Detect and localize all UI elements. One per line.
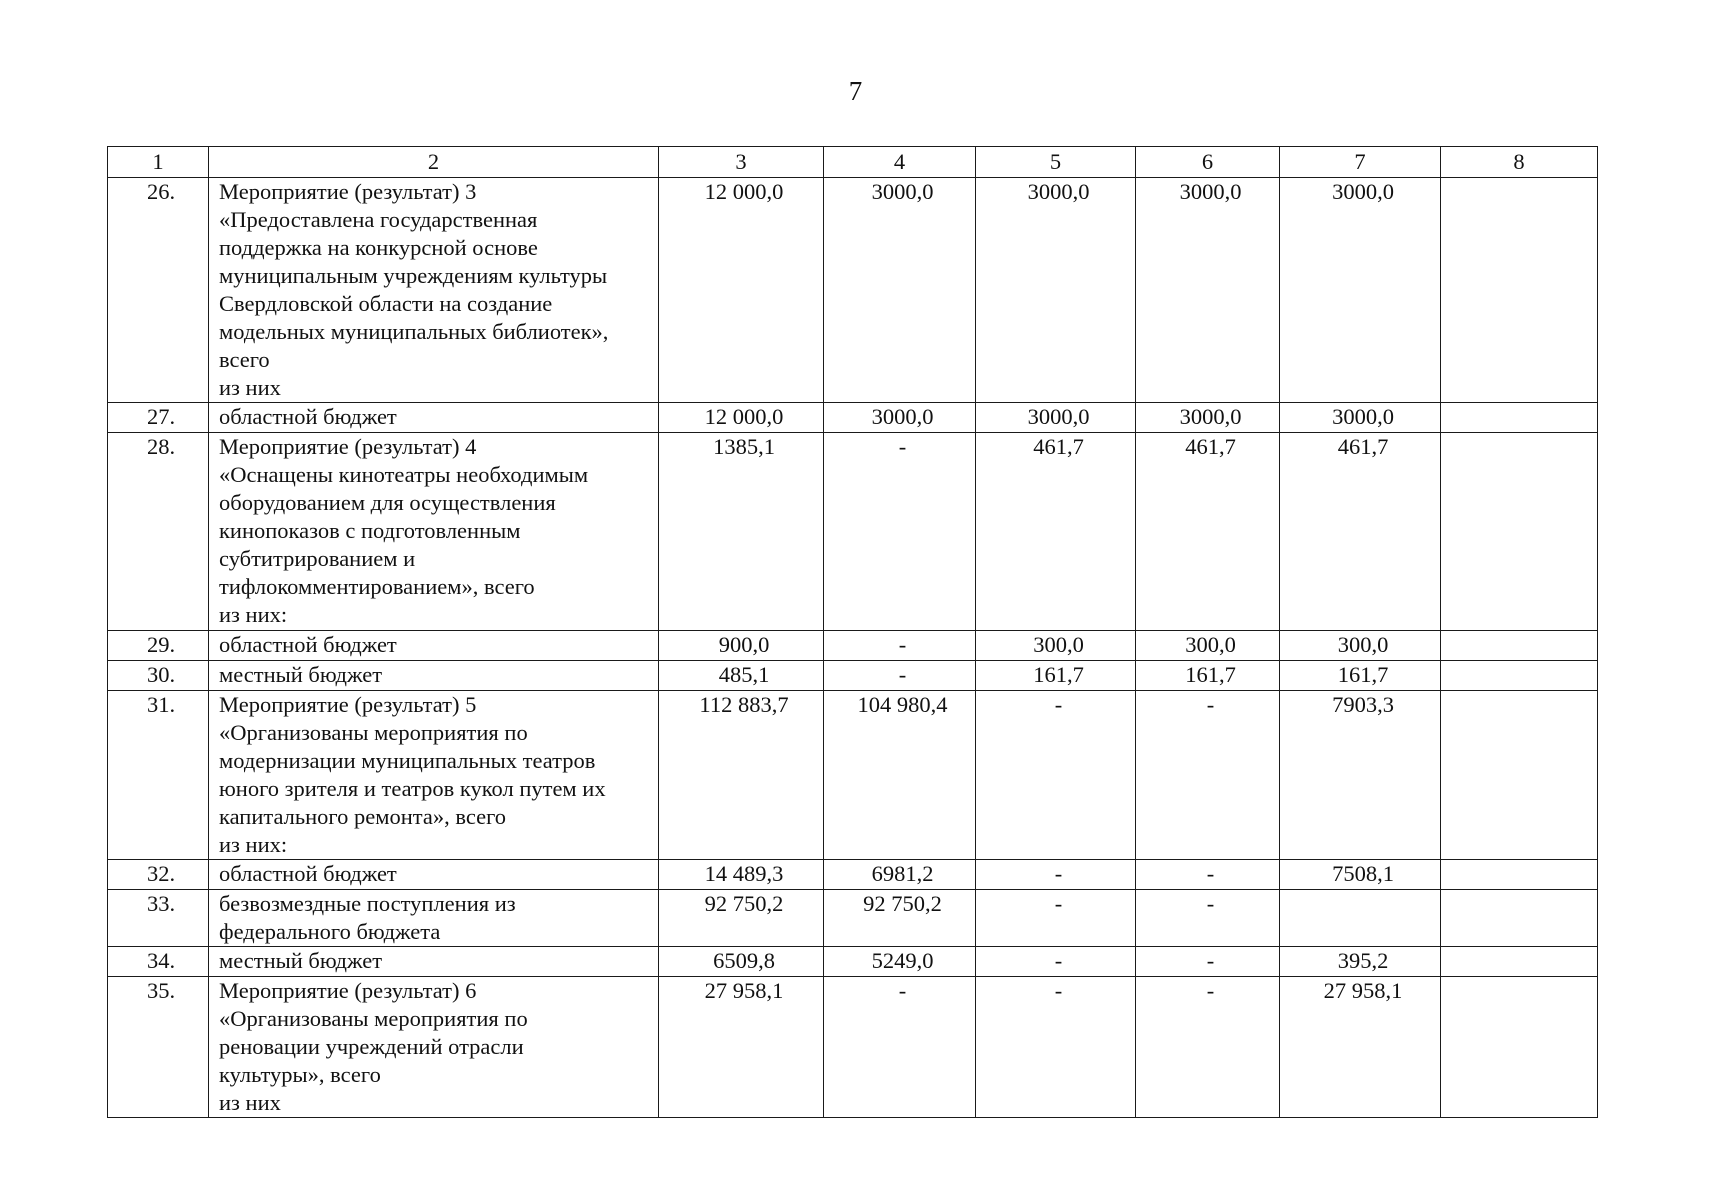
description-line: оборудованием для осуществления — [219, 490, 556, 515]
description-line: «Организованы мероприятия по — [219, 720, 528, 745]
description-line: юного зрителя и театров кукол путем их — [219, 776, 606, 801]
cell-col-5: 300,0 — [976, 631, 1136, 661]
description-line: кинопоказов с подготовленным — [219, 518, 521, 543]
description-line: Мероприятие (результат) 6 — [219, 978, 477, 1003]
cell-col-6: - — [1136, 890, 1280, 947]
description-line: областной бюджет — [219, 404, 397, 429]
row-description — [209, 860, 659, 890]
description-line: тифлокомментированием», всего — [219, 574, 535, 599]
description-line: всего — [219, 347, 270, 372]
cell-col-4: 104 980,4 — [824, 691, 976, 860]
table-row — [108, 631, 1598, 661]
cell-col-5: - — [976, 890, 1136, 947]
description-line: Мероприятие (результат) 4 — [219, 434, 477, 459]
cell-col-3: 92 750,2 — [659, 890, 824, 947]
cell-col-5: 461,7 — [976, 433, 1136, 631]
cell-col-8 — [1441, 860, 1598, 890]
description-line: капитального ремонта», всего — [219, 804, 506, 829]
cell-col-3: 6509,8 — [659, 947, 824, 977]
description-line: безвозмездные поступления из — [219, 891, 516, 916]
cell-col-7: 3000,0 — [1280, 178, 1441, 403]
row-description — [209, 661, 659, 691]
row-number: 28. — [108, 433, 209, 631]
table-row — [108, 977, 1598, 1118]
table-row — [108, 860, 1598, 890]
cell-col-4: 92 750,2 — [824, 890, 976, 947]
cell-col-8 — [1441, 947, 1598, 977]
cell-col-4: 3000,0 — [824, 178, 976, 403]
row-number: 33. — [108, 890, 209, 947]
budget-table — [107, 146, 1598, 1118]
description-line: модернизации муниципальных театров — [219, 748, 596, 773]
cell-col-5: 3000,0 — [976, 178, 1136, 403]
description-line: культуры», всего — [219, 1062, 381, 1087]
cell-col-6: 3000,0 — [1136, 403, 1280, 433]
header-col-7: 7 — [1280, 147, 1441, 178]
cell-col-7: 3000,0 — [1280, 403, 1441, 433]
row-description — [209, 631, 659, 661]
description-line: местный бюджет — [219, 662, 383, 687]
cell-col-4: - — [824, 661, 976, 691]
cell-col-6: 161,7 — [1136, 661, 1280, 691]
cell-col-4: 3000,0 — [824, 403, 976, 433]
cell-col-6: 300,0 — [1136, 631, 1280, 661]
row-number: 31. — [108, 691, 209, 860]
cell-col-3: 112 883,7 — [659, 691, 824, 860]
description-line: реновации учреждений отрасли — [219, 1034, 524, 1059]
table-row — [108, 178, 1598, 403]
cell-col-6: 461,7 — [1136, 433, 1280, 631]
cell-col-5: - — [976, 947, 1136, 977]
cell-col-8 — [1441, 691, 1598, 860]
table-row — [108, 890, 1598, 947]
description-line: модельных муниципальных библиотек», — [219, 319, 609, 344]
cell-col-7: 461,7 — [1280, 433, 1441, 631]
description-line: областной бюджет — [219, 632, 397, 657]
row-number: 34. — [108, 947, 209, 977]
cell-col-4: 6981,2 — [824, 860, 976, 890]
description-line: поддержка на конкурсной основе — [219, 235, 538, 260]
row-description — [209, 947, 659, 977]
cell-col-7 — [1280, 890, 1441, 947]
header-col-1: 1 — [108, 147, 209, 178]
cell-col-3: 12 000,0 — [659, 178, 824, 403]
row-description — [209, 977, 659, 1118]
cell-col-7: 161,7 — [1280, 661, 1441, 691]
cell-col-3: 485,1 — [659, 661, 824, 691]
cell-col-3: 27 958,1 — [659, 977, 824, 1118]
row-number: 32. — [108, 860, 209, 890]
header-col-6: 6 — [1136, 147, 1280, 178]
row-description — [209, 691, 659, 860]
description-line: муниципальным учреждениям культуры — [219, 263, 608, 288]
cell-col-5: 161,7 — [976, 661, 1136, 691]
description-line: «Предоставлена государственная — [219, 207, 538, 232]
cell-col-3: 900,0 — [659, 631, 824, 661]
description-line: Мероприятие (результат) 3 — [219, 179, 477, 204]
cell-col-8 — [1441, 890, 1598, 947]
cell-col-4: 5249,0 — [824, 947, 976, 977]
cell-col-8 — [1441, 977, 1598, 1118]
cell-col-7: 395,2 — [1280, 947, 1441, 977]
cell-col-3: 14 489,3 — [659, 860, 824, 890]
table-row — [108, 403, 1598, 433]
table-header — [108, 147, 1598, 178]
description-line: из них: — [219, 832, 288, 857]
row-number: 35. — [108, 977, 209, 1118]
cell-col-4: - — [824, 977, 976, 1118]
table-row — [108, 433, 1598, 631]
cell-col-5: - — [976, 977, 1136, 1118]
cell-col-7: 300,0 — [1280, 631, 1441, 661]
cell-col-5: - — [976, 860, 1136, 890]
cell-col-6: - — [1136, 977, 1280, 1118]
description-line: местный бюджет — [219, 948, 383, 973]
table-body — [108, 178, 1598, 1118]
cell-col-7: 27 958,1 — [1280, 977, 1441, 1118]
cell-col-6: - — [1136, 947, 1280, 977]
description-line: субтитрированием и — [219, 546, 416, 571]
header-col-3: 3 — [659, 147, 824, 178]
cell-col-6: - — [1136, 691, 1280, 860]
row-number: 27. — [108, 403, 209, 433]
description-line: из них: — [219, 602, 288, 627]
row-number: 26. — [108, 178, 209, 403]
cell-col-5: - — [976, 691, 1136, 860]
table-row — [108, 691, 1598, 860]
row-description — [209, 890, 659, 947]
header-col-5: 5 — [976, 147, 1136, 178]
cell-col-8 — [1441, 178, 1598, 403]
table-row — [108, 947, 1598, 977]
description-line: федерального бюджета — [219, 919, 441, 944]
cell-col-6: 3000,0 — [1136, 178, 1280, 403]
cell-col-4: - — [824, 433, 976, 631]
cell-col-7: 7903,3 — [1280, 691, 1441, 860]
cell-col-3: 1385,1 — [659, 433, 824, 631]
header-col-4: 4 — [824, 147, 976, 178]
description-line: «Оснащены кинотеатры необходимым — [219, 462, 589, 487]
row-description — [209, 433, 659, 631]
description-line: из них — [219, 375, 281, 400]
header-row — [108, 147, 1598, 178]
cell-col-4: - — [824, 631, 976, 661]
row-description — [209, 403, 659, 433]
description-line: «Организованы мероприятия по — [219, 1006, 528, 1031]
cell-col-8 — [1441, 661, 1598, 691]
description-line: областной бюджет — [219, 861, 397, 886]
page-number: 7 — [848, 76, 863, 106]
row-number: 29. — [108, 631, 209, 661]
header-col-2: 2 — [209, 147, 659, 178]
header-col-8: 8 — [1441, 147, 1598, 178]
description-line: Свердловской области на создание — [219, 291, 553, 316]
row-description — [209, 178, 659, 403]
cell-col-5: 3000,0 — [976, 403, 1136, 433]
cell-col-6: - — [1136, 860, 1280, 890]
description-line: из них — [219, 1090, 281, 1115]
cell-col-8 — [1441, 631, 1598, 661]
table-row — [108, 661, 1598, 691]
cell-col-3: 12 000,0 — [659, 403, 824, 433]
description-line: Мероприятие (результат) 5 — [219, 692, 477, 717]
cell-col-8 — [1441, 403, 1598, 433]
row-number: 30. — [108, 661, 209, 691]
cell-col-7: 7508,1 — [1280, 860, 1441, 890]
cell-col-8 — [1441, 433, 1598, 631]
